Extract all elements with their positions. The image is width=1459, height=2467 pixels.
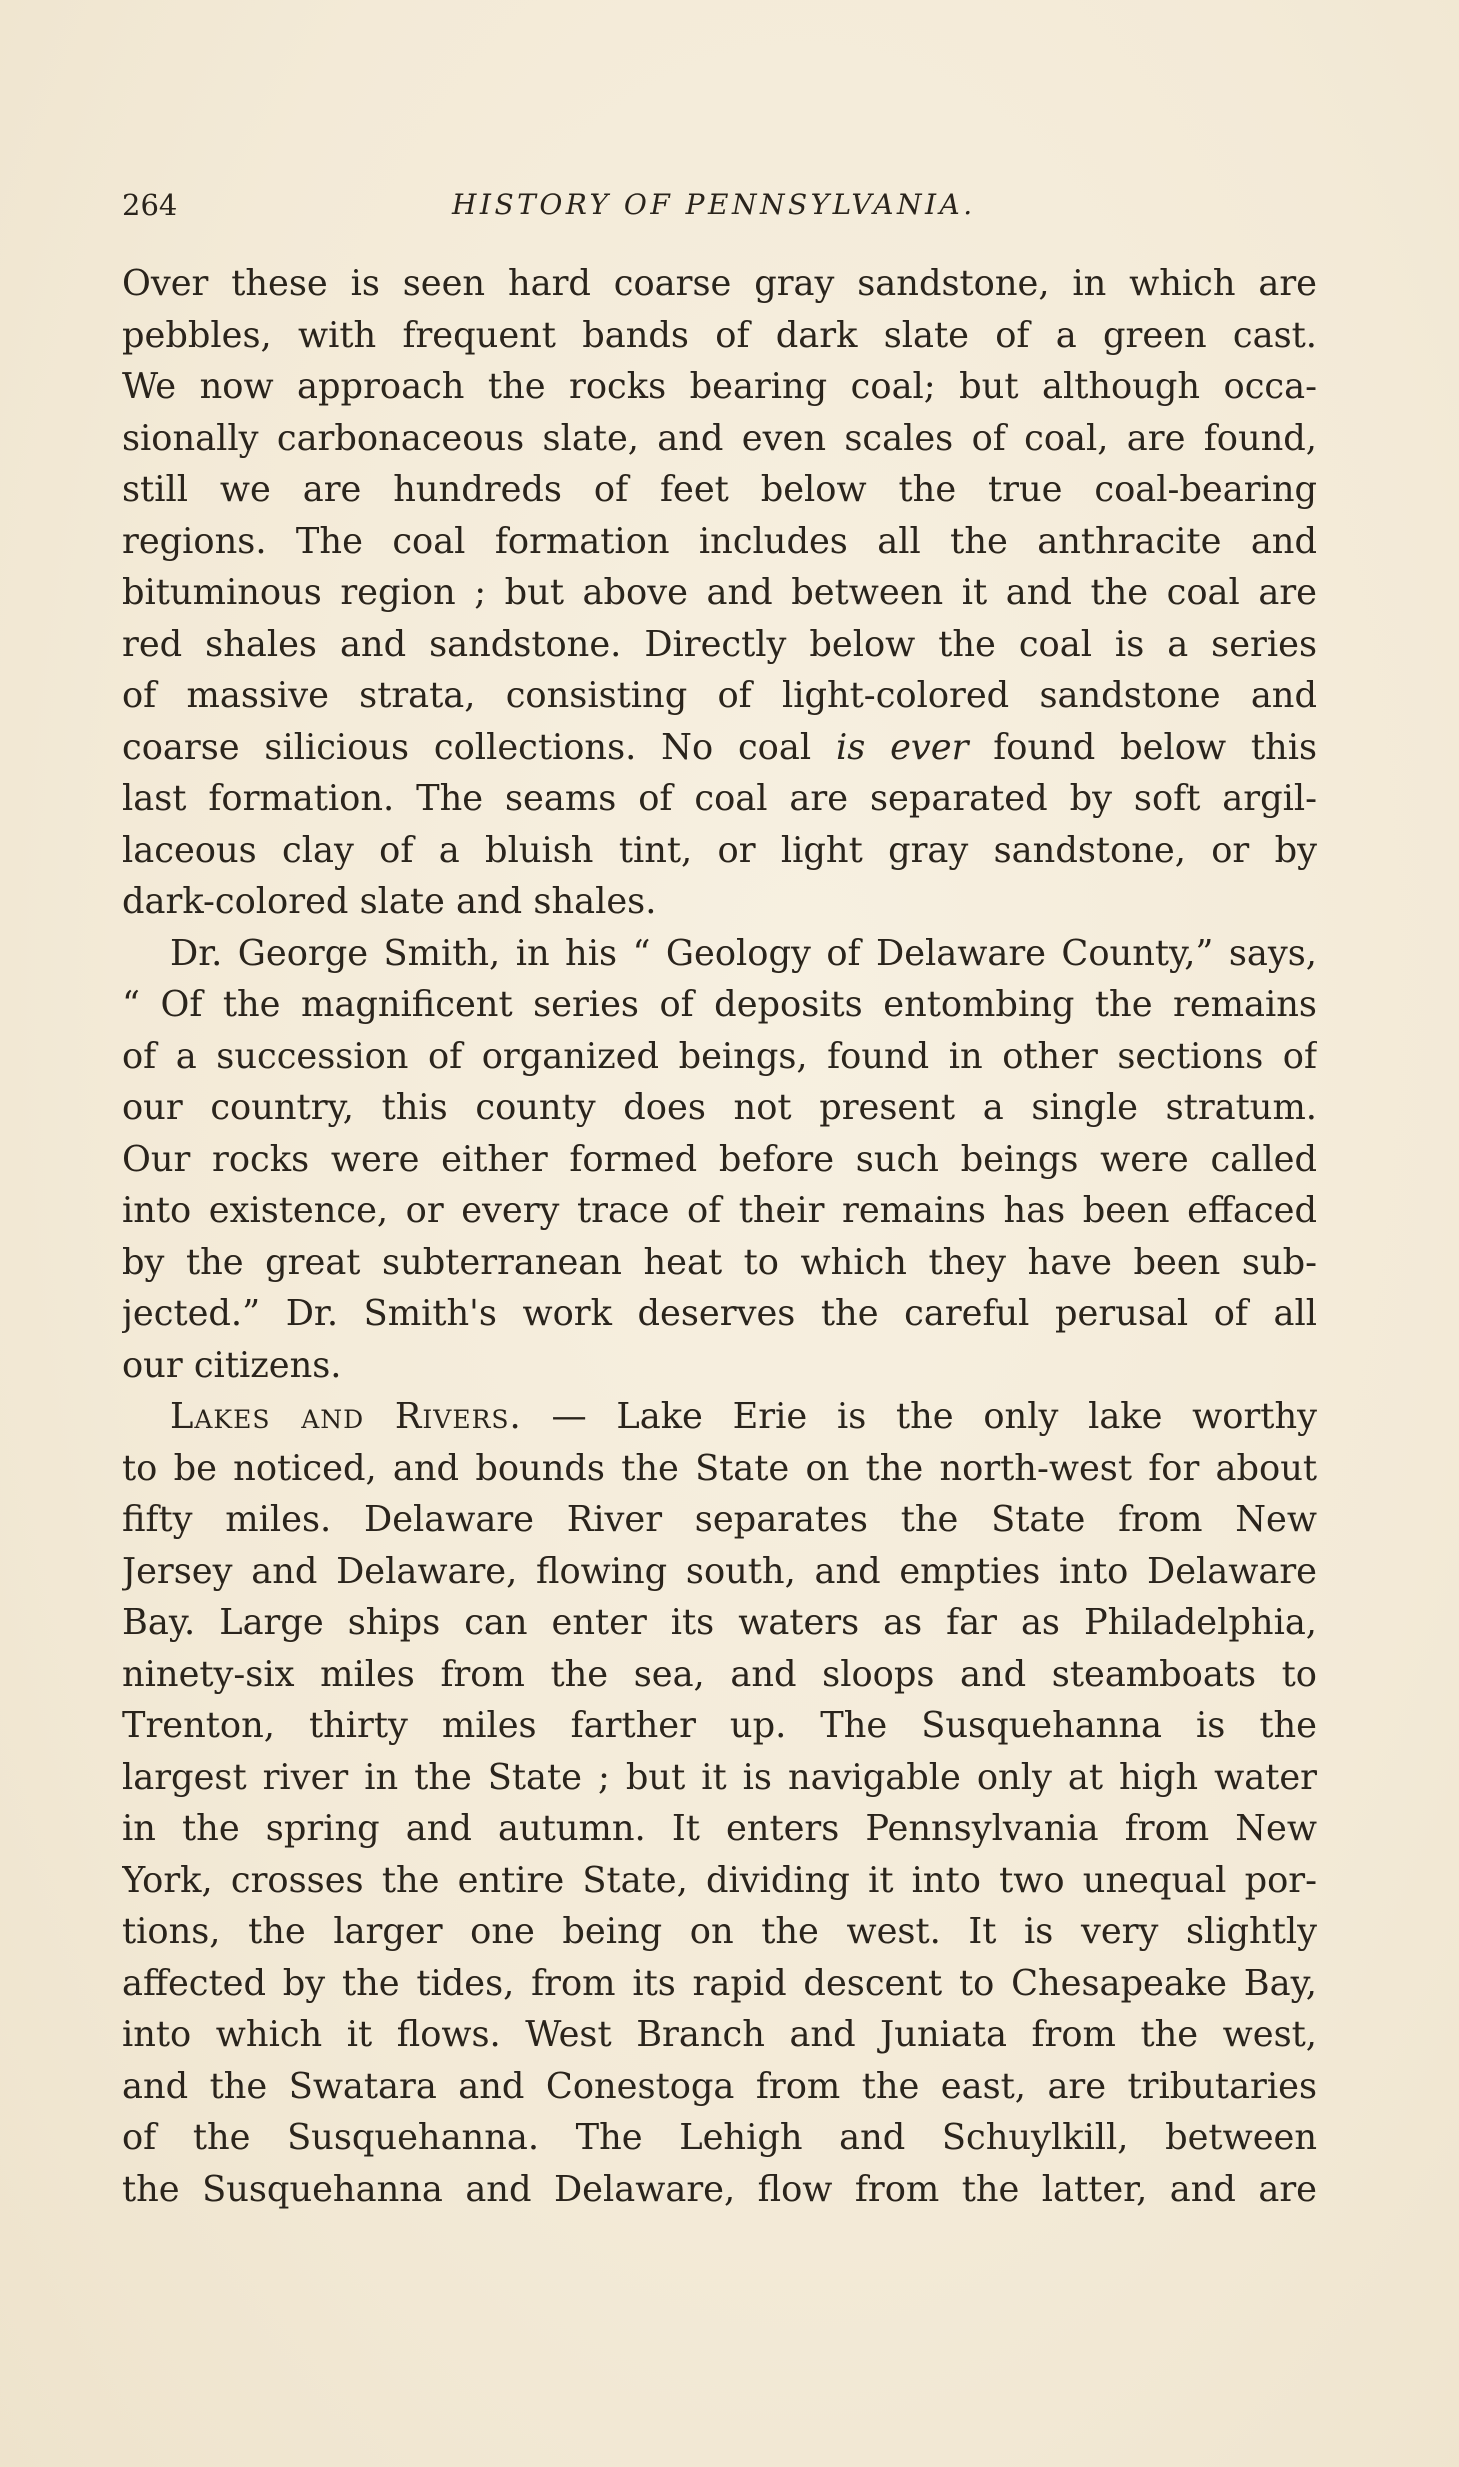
- text-segment: found below this: [968, 726, 1317, 768]
- section-heading-line: [122, 1391, 1317, 1443]
- text-line: to be noticed, and bounds the State on the north-west for about: [122, 1447, 1317, 1489]
- text-line: red shales and sandstone. Directly below the coal is a series: [122, 623, 1317, 665]
- text-line: pebbles, with frequent bands of dark slate of a green cast.: [122, 314, 1317, 356]
- text-line: dark-colored slate and shales.: [122, 881, 657, 922]
- text-line: bituminous region ; but above and between it and the coal are: [122, 572, 1317, 613]
- text-segment: coarse silicious collections. No coal: [122, 726, 836, 768]
- text-line: laceous clay of a bluish tint, or light gray sandstone, or by: [122, 829, 1317, 871]
- page-number: 264: [122, 188, 178, 222]
- text-line: sionally carbonaceous slate, and even scales of coal, are found,: [122, 417, 1317, 459]
- text-line: into existence, or every trace of their remains has been effaced: [122, 1190, 1317, 1231]
- text-line: tions, the larger one being on the west. It is very slightly: [122, 1911, 1317, 1952]
- italic-emphasis: is ever: [835, 726, 969, 768]
- text-line: last formation. The seams of coal are separated by soft argil-: [122, 778, 1317, 819]
- text-line: largest river in the State ; but it is navigable only at high water: [122, 1756, 1317, 1798]
- text-line: York, crosses the entire State, dividing it into two unequal por-: [122, 1859, 1317, 1901]
- section-heading: Lakes and Rivers.: [170, 1396, 522, 1437]
- text-line: Over these is seen hard coarse gray sandstone, in which are: [122, 263, 1317, 304]
- running-title: HISTORY OF PENNSYLVANIA.: [452, 188, 976, 221]
- text-line: fifty miles. Delaware River separates the State from New: [122, 1499, 1317, 1540]
- text-line: Bay. Large ships can enter its waters as far as Philadelphia,: [122, 1602, 1317, 1643]
- text-line: Jersey and Delaware, flowing south, and empties into Delaware: [122, 1550, 1317, 1592]
- text-line: regions. The coal formation includes all the anthracite and: [122, 520, 1317, 562]
- text-segment: — Lake Erie is the only lake worthy: [521, 1396, 1317, 1437]
- text-line: into which it flows. West Branch and Juniata from the west,: [122, 2014, 1317, 2055]
- text-line: the Susquehanna and Delaware, flow from the latter, and are: [122, 2168, 1317, 2210]
- running-head: [122, 183, 1317, 227]
- text-line: of massive strata, consisting of light-colored sandstone and: [122, 675, 1317, 716]
- text-line: Our rocks were either formed before such beings were called: [122, 1138, 1317, 1180]
- text-line: Dr. George Smith, in his “ Geology of Delaware County,” says,: [170, 932, 1317, 974]
- text-line: Trenton, thirty miles farther up. The Susquehanna is the: [122, 1705, 1317, 1746]
- text-line: affected by the tides, from its rapid descent to Chesapeake Bay,: [122, 1962, 1317, 2004]
- text-line: and the Swatara and Conestoga from the east, are tributaries: [122, 2065, 1317, 2107]
- body-text: [122, 258, 1317, 2215]
- text-line: of a succession of organized beings, found in other sections of: [122, 1035, 1317, 1077]
- text-line: our country, this county does not present a single stratum.: [122, 1087, 1317, 1128]
- text-line: our citizens.: [122, 1344, 342, 1386]
- text-line: still we are hundreds of feet below the true coal-bearing: [122, 469, 1317, 510]
- text-line: of the Susquehanna. The Lehigh and Schuylkill, between: [122, 2117, 1317, 2158]
- text-line: “ Of the magnificent series of deposits entombing the remains: [122, 984, 1317, 1025]
- text-line: jected.” Dr. Smith's work deserves the careful perusal of all: [122, 1293, 1317, 1334]
- text-line: ninety-six miles from the sea, and sloops and steamboats to: [122, 1653, 1317, 1695]
- text-line: in the spring and autumn. It enters Pennsylvania from New: [122, 1808, 1317, 1849]
- text-line: by the great subterranean heat to which they have been sub-: [122, 1241, 1317, 1283]
- text-line: We now approach the rocks bearing coal; but although occa-: [122, 366, 1317, 407]
- text-line-with-italic: [122, 722, 1317, 774]
